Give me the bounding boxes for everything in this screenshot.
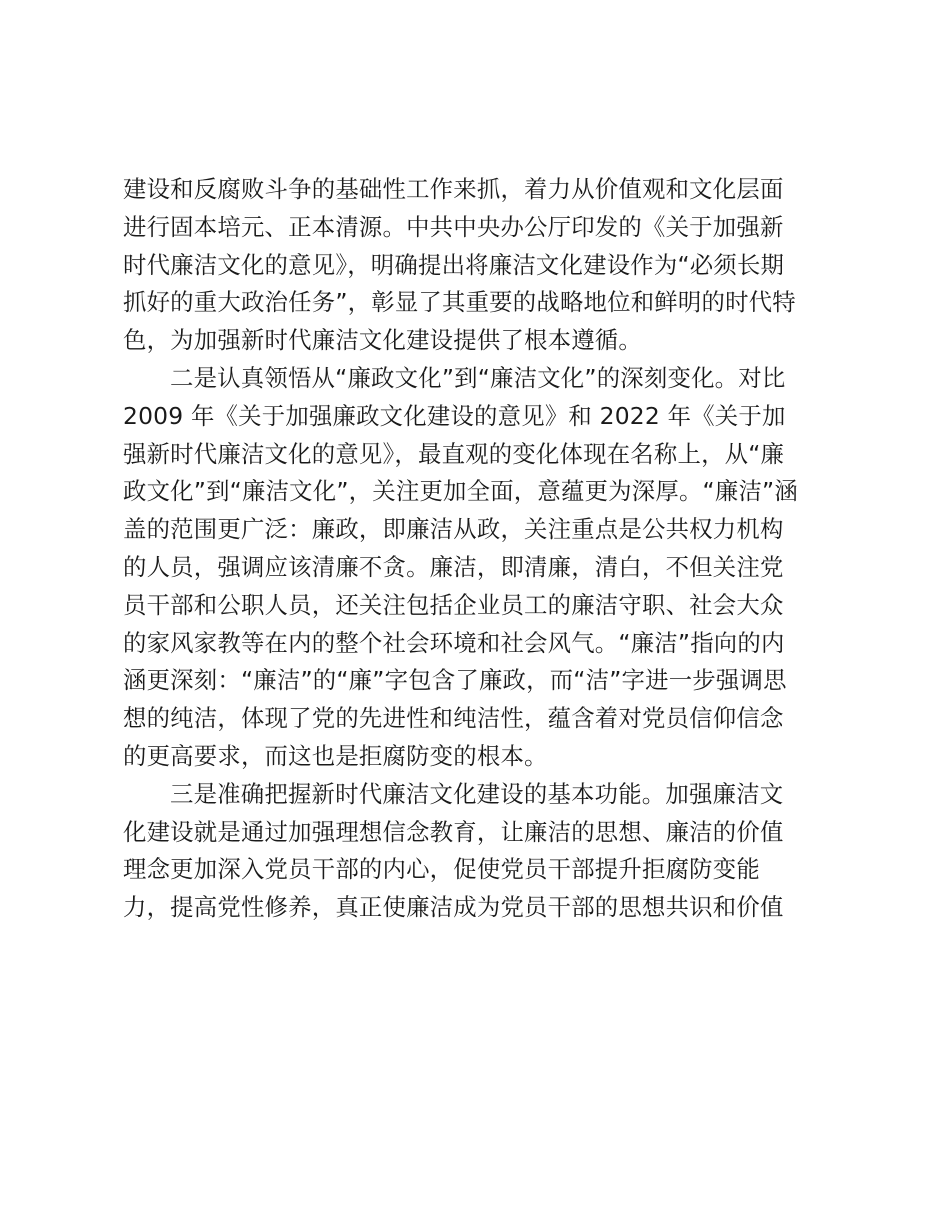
paragraph-3 bbox=[123, 776, 835, 927]
text-line: 盖的范围更广泛：廉政，即廉洁从政，关注重点是公共权力机构 bbox=[123, 515, 784, 544]
text-line: 三是准确把握新时代廉洁文化建设的基本功能。加强廉洁文 bbox=[170, 779, 784, 808]
text-line: 的人员，强调应该清廉不贪。廉洁，即清廉，清白，不但关注党 bbox=[123, 552, 784, 581]
text-line: 的更高要求，而这也是拒腐防变的根本。 bbox=[123, 741, 548, 770]
text-line: 抓好的重大政治任务”，彰显了其重要的战略地位和鲜明的时代特 bbox=[123, 288, 796, 317]
text-line: 理念更加深入党员干部的内心，促使党员干部提升拒腐防变能 bbox=[123, 855, 760, 884]
text-line: 政文化”到“廉洁文化”，关注更加全面，意蕴更为深厚。“廉洁”涵 bbox=[123, 477, 798, 506]
text-line: 色，为加强新时代廉洁文化建设提供了根本遵循。 bbox=[123, 326, 642, 355]
text-line: 力，提高党性修养，真正使廉洁成为党员干部的思想共识和价值 bbox=[123, 893, 784, 922]
text-line: 涵更深刻：“廉洁”的“廉”字包含了廉政，而“洁”字进一步强调思 bbox=[123, 666, 787, 695]
text-line: 的家风家教等在内的整个社会环境和社会风气。“廉洁”指向的内 bbox=[123, 628, 785, 657]
paragraph-2 bbox=[123, 360, 835, 776]
text-line: 进行固本培元、正本清源。中共中央办公厅印发的《关于加强新 bbox=[123, 212, 784, 241]
text-line: 想的纯洁，体现了党的先进性和纯洁性，蕴含着对党员信仰信念 bbox=[123, 704, 784, 733]
document-body bbox=[123, 171, 835, 927]
text-line: 建设和反腐败斗争的基础性工作来抓，着力从价值观和文化层面 bbox=[123, 175, 784, 203]
text-line: 时代廉洁文化的意见》，明确提出将廉洁文化建设作为“必须长期 bbox=[123, 250, 785, 279]
text-line: 化建设就是通过加强理想信念教育，让廉洁的思想、廉洁的价值 bbox=[123, 817, 784, 846]
text-line: 强新时代廉洁文化的意见》，最直观的变化体现在名称上，从“廉 bbox=[123, 439, 785, 468]
text-line: 2009 年《关于加强廉政文化建设的意见》和 2022 年《关于加 bbox=[123, 401, 786, 430]
paragraph-1 bbox=[123, 171, 835, 360]
text-line: 员干部和公职人员，还关注包括企业员工的廉洁守职、社会大众 bbox=[123, 590, 784, 619]
text-line: 二是认真领悟从“廉政文化”到“廉洁文化”的深刻变化。对比 bbox=[170, 363, 786, 392]
